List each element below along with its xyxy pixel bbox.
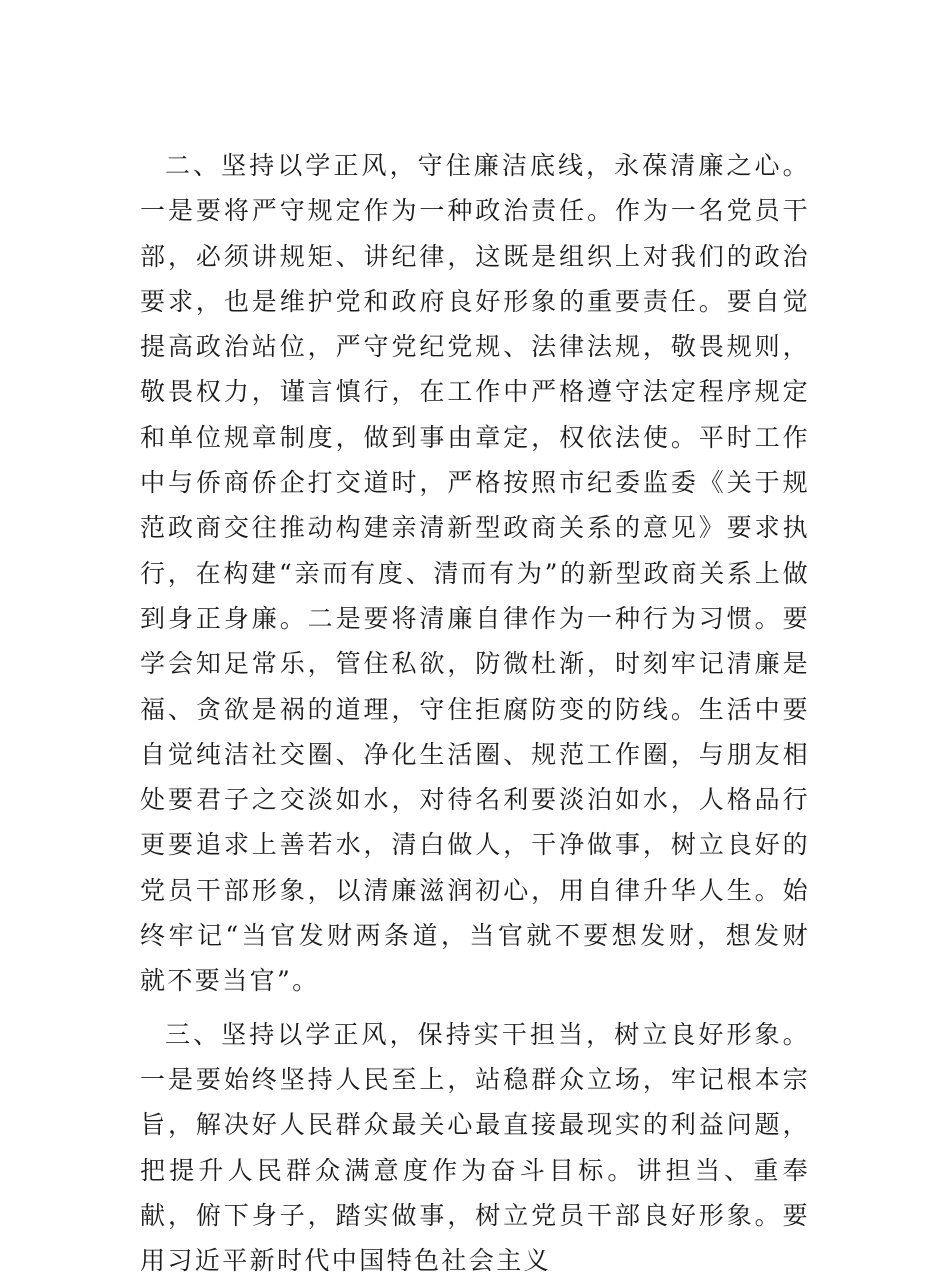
paragraph-responsibility: 三、坚持以学正风，保持实干担当，树立良好形象。一是要始终坚持人民至上，站稳群众立场，牢记根本宗旨，解决好人民群众最关心最直接最现实的利益问题，把提升人民群众满意度作为奋斗目标。讲担当、重奉献，俯下身子，踏实做事，树立党员干部良好形象。要用习近平新时代中国特色社会主义 [140,1019,810,1276]
paragraph-integrity: 二、坚持以学正风，守住廉洁底线，永葆清廉之心。一是要将严守规定作为一种政治责任。作为一名党员干部，必须讲规矩、讲纪律，这既是组织上对我们的政治要求，也是维护党和政府良好形象的重要责任。要自觉提高政治站位，严守党纪党规、法律法规，敬畏规则，敬畏权力，谨言慎行，在工作中严格遵守法定程序规定和单位规章制度，做到事由章定，权依法使。平时工作中与侨商侨企打交道时，严格按照市纪委监委《关于规范政商交往推动构建亲清新型政商关系的意见》要求执行，在构建“亲而有度、清而有为”的新型政商关系上做到身正身廉。二是要将清廉自律作为一种行为习惯。要学会知足常乐，管住私欲，防微杜渐，时刻牢记清廉是福、贪欲是祸的道理，守住拒腐防变的防线。生活中要自觉纯洁社交圈、净化生活圈、规范工作圈，与朋友相处要君子之交淡如水，对待名利要淡泊如水，人格品行更要追求上善若水，清白做人，干净做事，树立良好的党员干部形象，以清廉滋润初心，用自律升华人生。始终牢记“当官发财两条道，当官就不要想发财，想发财就不要当官”。 [140,151,810,996]
